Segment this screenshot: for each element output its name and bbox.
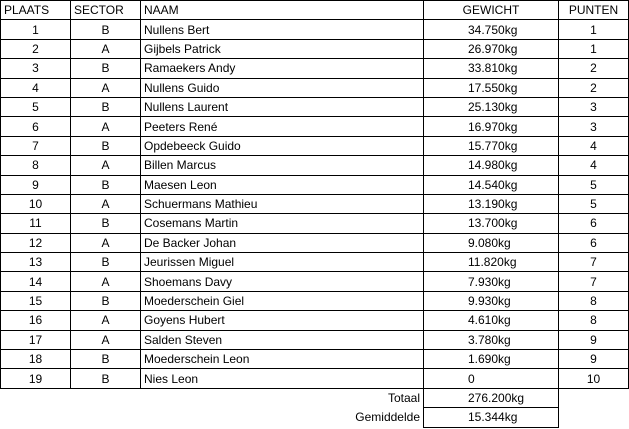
punten-cell: 3 [559, 97, 629, 116]
naam-cell: Nies Leon [141, 369, 424, 388]
gewicht-cell: 16.970kg [424, 117, 559, 136]
punten-cell: 5 [559, 194, 629, 213]
naam-cell: Gijbels Patrick [141, 39, 424, 58]
table-row [1, 175, 629, 194]
punten-cell: 1 [559, 39, 629, 58]
table-row [1, 194, 629, 213]
sector-cell: A [71, 156, 141, 175]
naam-cell: Nullens Laurent [141, 97, 424, 116]
plaats-cell: 16 [1, 311, 71, 330]
punten-cell: 4 [559, 136, 629, 155]
header-gewicht: GEWICHT [424, 1, 559, 20]
gewicht-cell: 13.700kg [424, 214, 559, 233]
table-row [1, 330, 629, 349]
table-row [1, 136, 629, 155]
punten-cell: 7 [559, 272, 629, 291]
header-sector: SECTOR [71, 1, 141, 20]
plaats-cell: 1 [1, 20, 71, 39]
naam-cell: Billen Marcus [141, 156, 424, 175]
gewicht-cell: 14.540kg [424, 175, 559, 194]
punten-cell: 2 [559, 59, 629, 78]
gewicht-cell: 15.770kg [424, 136, 559, 155]
naam-cell: Goyens Hubert [141, 311, 424, 330]
sector-cell: A [71, 78, 141, 97]
plaats-cell: 9 [1, 175, 71, 194]
sector-cell: B [71, 97, 141, 116]
sector-cell: A [71, 272, 141, 291]
plaats-cell: 19 [1, 369, 71, 388]
punten-cell: 1 [559, 20, 629, 39]
header-plaats: PLAATS [1, 1, 71, 20]
naam-cell: Jeurissen Miguel [141, 253, 424, 272]
punten-cell: 3 [559, 117, 629, 136]
table-row [1, 59, 629, 78]
plaats-cell: 14 [1, 272, 71, 291]
empty-cell [559, 408, 629, 427]
sector-cell: A [71, 39, 141, 58]
gewicht-cell: 34.750kg [424, 20, 559, 39]
punten-cell: 6 [559, 233, 629, 252]
table-row [1, 233, 629, 252]
table-row [1, 350, 629, 369]
naam-cell: Salden Steven [141, 330, 424, 349]
table-row [1, 272, 629, 291]
gewicht-cell: 4.610kg [424, 311, 559, 330]
plaats-cell: 7 [1, 136, 71, 155]
plaats-cell: 13 [1, 253, 71, 272]
sector-cell: B [71, 369, 141, 388]
plaats-cell: 17 [1, 330, 71, 349]
gemiddelde-row-value: 15.344kg [424, 408, 559, 427]
punten-cell: 8 [559, 311, 629, 330]
header-row [1, 1, 629, 20]
header-naam: NAAM [141, 1, 424, 20]
sector-cell: A [71, 233, 141, 252]
naam-cell: Moederschein Leon [141, 350, 424, 369]
empty-cell [71, 408, 141, 427]
plaats-cell: 2 [1, 39, 71, 58]
gemiddelde-row-label: Gemiddelde [355, 410, 420, 425]
table-row [1, 20, 629, 39]
naam-cell: Opdebeeck Guido [141, 136, 424, 155]
table-row [1, 311, 629, 330]
sector-cell: B [71, 59, 141, 78]
punten-cell: 2 [559, 78, 629, 97]
naam-cell: Shoemans Davy [141, 272, 424, 291]
table-row [1, 97, 629, 116]
naam-cell: De Backer Johan [141, 233, 424, 252]
plaats-cell: 15 [1, 291, 71, 310]
punten-cell: 9 [559, 350, 629, 369]
table-row [1, 369, 629, 388]
punten-cell: 10 [559, 369, 629, 388]
sector-cell: B [71, 291, 141, 310]
table-row [1, 291, 629, 310]
gewicht-cell: 26.970kg [424, 39, 559, 58]
gewicht-cell: 9.080kg [424, 233, 559, 252]
gewicht-cell: 3.780kg [424, 330, 559, 349]
sector-cell: B [71, 136, 141, 155]
sector-cell: A [71, 194, 141, 213]
table-row [1, 78, 629, 97]
punten-cell: 5 [559, 175, 629, 194]
empty-cell [1, 408, 71, 427]
gewicht-cell: 14.980kg [424, 156, 559, 175]
totaal-row-value: 276.200kg [424, 388, 559, 407]
gewicht-cell: 13.190kg [424, 194, 559, 213]
empty-cell [71, 388, 141, 407]
sector-cell: B [71, 175, 141, 194]
plaats-cell: 8 [1, 156, 71, 175]
punten-cell: 7 [559, 253, 629, 272]
sector-cell: A [71, 311, 141, 330]
gewicht-cell: 25.130kg [424, 97, 559, 116]
table-row [1, 39, 629, 58]
gewicht-cell: 33.810kg [424, 59, 559, 78]
sector-cell: A [71, 117, 141, 136]
naam-cell: Nullens Bert [141, 20, 424, 39]
naam-cell: Ramaekers Andy [141, 59, 424, 78]
header-punten: PUNTEN [559, 1, 629, 20]
gewicht-cell: 1.690kg [424, 350, 559, 369]
empty-cell [1, 388, 71, 407]
gewicht-cell: 7.930kg [424, 272, 559, 291]
naam-cell: Peeters René [141, 117, 424, 136]
totaal-row-label: Totaal [387, 391, 420, 406]
punten-cell: 8 [559, 291, 629, 310]
gewicht-cell: 17.550kg [424, 78, 559, 97]
plaats-cell: 6 [1, 117, 71, 136]
table-row [1, 253, 629, 272]
naam-cell: Nullens Guido [141, 78, 424, 97]
table-row [1, 214, 629, 233]
table-row [1, 117, 629, 136]
totaal-row [1, 388, 629, 407]
punten-cell: 9 [559, 330, 629, 349]
naam-cell: Schuermans Mathieu [141, 194, 424, 213]
sector-cell: B [71, 253, 141, 272]
plaats-cell: 4 [1, 78, 71, 97]
gewicht-cell: 0 [424, 369, 559, 388]
plaats-cell: 10 [1, 194, 71, 213]
plaats-cell: 11 [1, 214, 71, 233]
empty-cell [559, 388, 629, 407]
table-row [1, 156, 629, 175]
plaats-cell: 3 [1, 59, 71, 78]
sector-cell: A [71, 330, 141, 349]
sector-cell: B [71, 20, 141, 39]
gewicht-cell: 11.820kg [424, 253, 559, 272]
plaats-cell: 12 [1, 233, 71, 252]
naam-cell: Maesen Leon [141, 175, 424, 194]
gemiddelde-row [1, 408, 629, 427]
plaats-cell: 18 [1, 350, 71, 369]
punten-cell: 4 [559, 156, 629, 175]
sector-cell: B [71, 214, 141, 233]
naam-cell: Cosemans Martin [141, 214, 424, 233]
gewicht-cell: 9.930kg [424, 291, 559, 310]
naam-cell: Moederschein Giel [141, 291, 424, 310]
sector-cell: B [71, 350, 141, 369]
punten-cell: 6 [559, 214, 629, 233]
plaats-cell: 5 [1, 97, 71, 116]
